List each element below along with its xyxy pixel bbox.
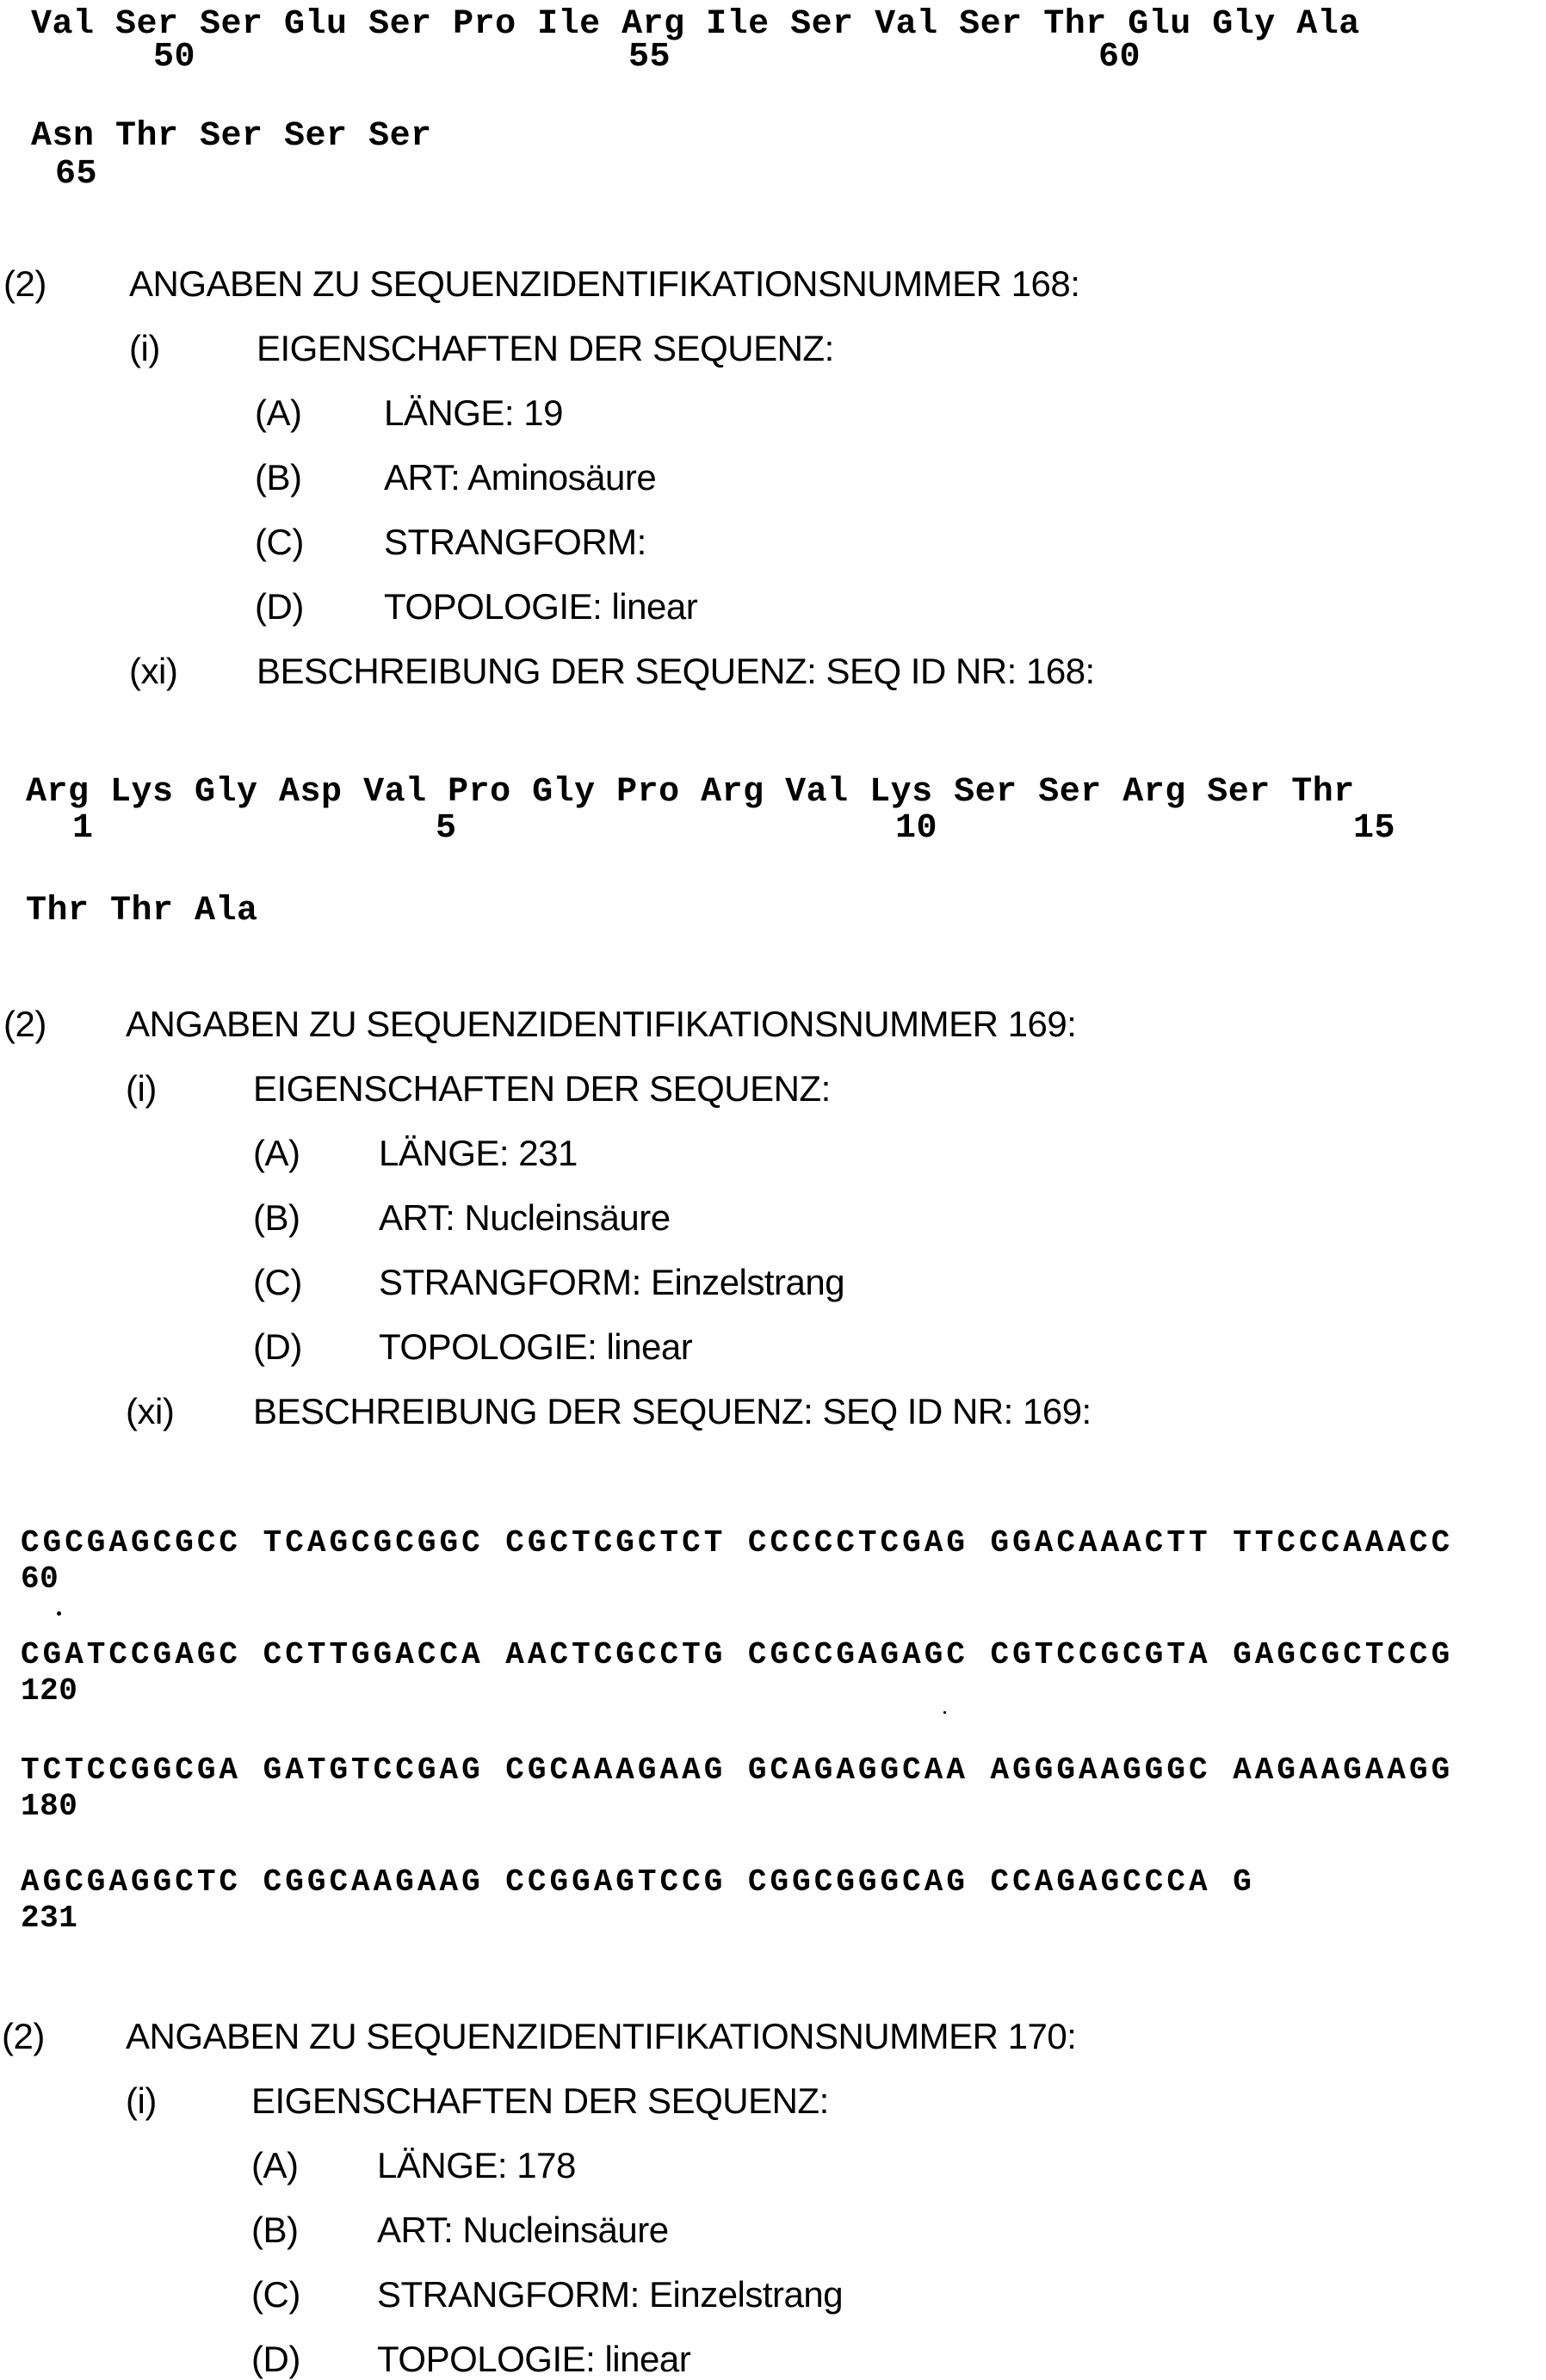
property-type: ART: Aminosäure [384, 457, 657, 498]
dna-position-number: 120 [21, 1673, 78, 1709]
dna-row: TCTCCGGCGA GATGTCCGAG CGCAAAGAAG GCAGAGGCAA AGGGAAGGGC AAGAAGAAGG [21, 1753, 1454, 1788]
sequence-description: BESCHREIBUNG DER SEQUENZ: SEQ ID NR: 169: [253, 1391, 1091, 1431]
property-length: LÄNGE: 19 [384, 393, 563, 433]
amino-acid-row: Asn Thr Ser Ser Ser [31, 117, 432, 156]
position-number: 50 [153, 38, 196, 77]
property-length: LÄNGE: 231 [379, 1133, 578, 1173]
property-key: (B) [251, 2210, 299, 2250]
position-number: 15 [1353, 809, 1396, 848]
dna-position-number: 180 [21, 1789, 78, 1824]
section-header: ANGABEN ZU SEQUENZIDENTIFIKATIONSNUMMER 170: [126, 2016, 1077, 2056]
property-key: (D) [251, 2339, 300, 2379]
property-key: (B) [253, 1197, 300, 1238]
property-key: (C) [253, 1262, 302, 1302]
property-length: LÄNGE: 178 [377, 2145, 576, 2185]
property-key: (A) [253, 1133, 300, 1173]
property-type: ART: Nucleinsäure [379, 1197, 671, 1238]
property-key: (C) [255, 522, 304, 562]
property-key: (C) [251, 2274, 300, 2315]
property-strandedness: STRANGFORM: Einzelstrang [377, 2274, 844, 2315]
position-number: 65 [55, 155, 98, 194]
section-number: (2) [2, 2016, 45, 2056]
property-strandedness: STRANGFORM: Einzelstrang [379, 1262, 845, 1302]
subsection-number: (i) [126, 2080, 157, 2121]
property-key: (D) [253, 1326, 302, 1367]
scan-speck [57, 1611, 61, 1616]
amino-acid-row: Arg Lys Gly Asp Val Pro Gly Pro Arg Val Lys Ser Ser Arg Ser Thr [26, 773, 1355, 812]
section-header: ANGABEN ZU SEQUENZIDENTIFIKATIONSNUMMER 168: [129, 263, 1080, 304]
subsection-number: (i) [129, 328, 160, 368]
property-topology: TOPOLOGIE: linear [379, 1326, 693, 1367]
dna-row: AGCGAGGCTC CGGCAAGAAG CCGGAGTCCG CGGCGGGCAG CCAGAGCCCA G [21, 1864, 1255, 1900]
properties-title: EIGENSCHAFTEN DER SEQUENZ: [253, 1068, 831, 1109]
dna-position-number: 60 [21, 1561, 59, 1597]
property-key: (D) [255, 586, 304, 627]
amino-acid-row: Thr Thr Ala [26, 892, 258, 930]
property-key: (B) [255, 457, 302, 498]
property-strandedness: STRANGFORM: [384, 522, 646, 562]
properties-title: EIGENSCHAFTEN DER SEQUENZ: [257, 328, 834, 368]
section-number: (2) [3, 263, 46, 304]
section-header: ANGABEN ZU SEQUENZIDENTIFIKATIONSNUMMER 169: [126, 1004, 1077, 1044]
properties-title: EIGENSCHAFTEN DER SEQUENZ: [251, 2080, 829, 2121]
position-number: 1 [72, 809, 94, 848]
property-key: (A) [255, 393, 302, 433]
property-type: ART: Nucleinsäure [377, 2210, 669, 2250]
amino-acid-row: Val Ser Ser Glu Ser Pro Ile Arg Ile Ser Val Ser Thr Glu Gly Ala [31, 5, 1360, 44]
dna-row: CGATCCGAGC CCTTGGACCA AACTCGCCTG CGCCGAGAGC CGTCCGCGTA GAGCGCTCCG [21, 1637, 1454, 1672]
subsection-number: (i) [126, 1068, 157, 1109]
subsection-number: (xi) [126, 1391, 175, 1431]
position-number: 55 [628, 38, 671, 77]
position-number: 5 [436, 809, 457, 848]
property-key: (A) [251, 2145, 299, 2185]
scan-speck [943, 1711, 946, 1714]
subsection-number: (xi) [129, 651, 178, 691]
section-number: (2) [3, 1004, 46, 1044]
dna-row: CGCGAGCGCC TCAGCGCGGC CGCTCGCTCT CCCCCTCGAG GGACAAACTT TTCCCAAACC [21, 1525, 1454, 1561]
dna-position-number: 231 [21, 1901, 78, 1936]
position-number: 60 [1098, 38, 1141, 77]
property-topology: TOPOLOGIE: linear [384, 586, 698, 627]
sequence-description: BESCHREIBUNG DER SEQUENZ: SEQ ID NR: 168: [257, 651, 1095, 691]
position-number: 10 [895, 809, 938, 848]
property-topology: TOPOLOGIE: linear [377, 2339, 691, 2379]
